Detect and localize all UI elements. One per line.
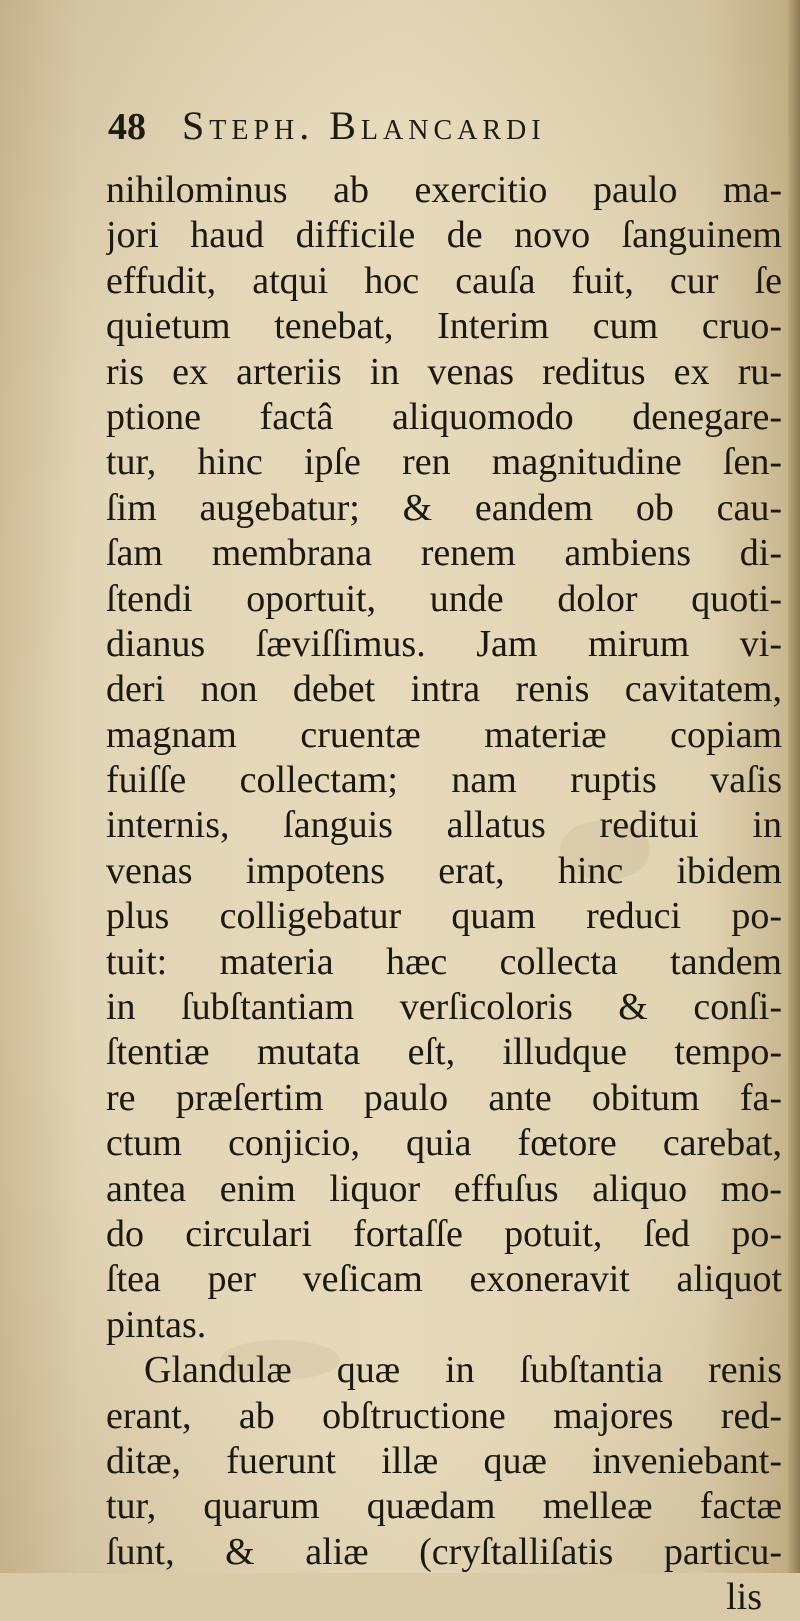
text-line: tur, quarum quædam melleæ factæ — [106, 1485, 782, 1528]
paragraph-start-line: Glandulæ quæ in ſubſtantia renis — [144, 1349, 782, 1392]
text-line: ſim augebatur; & eandem ob cau- — [106, 486, 782, 529]
text-line: internis, ſanguis allatus reditui in — [106, 804, 782, 847]
text-line: ditæ, fuerunt illæ quæ inveniebant- — [106, 1439, 782, 1482]
text-line: ris ex arteriis in venas reditus ex ru- — [106, 350, 782, 393]
text-line: ſunt, & aliæ (cryſtalliſatis particu- — [106, 1530, 782, 1573]
text-line: nihilominus ab exercitio paulo ma- — [106, 169, 782, 211]
page-number: 48 — [108, 106, 146, 148]
text-line: erant, ab obſtructione majores red- — [106, 1394, 782, 1437]
body-text — [106, 168, 782, 1621]
text-line: effudit, atqui hoc cauſa fuit, cur ſe — [106, 259, 782, 302]
catchword: lis — [726, 1576, 762, 1619]
running-head-title: Steph. Blancardi — [182, 103, 546, 148]
text-line: jori haud difficile de novo ſanguinem — [106, 214, 782, 257]
text-line: fuiſſe collectam; nam ruptis vaſis — [106, 759, 782, 802]
text-line: pintas. — [106, 1303, 207, 1346]
text-line: ſam membrana renem ambiens di- — [106, 532, 782, 575]
text-line: do circulari fortaſſe potuit, ſed po- — [106, 1212, 782, 1255]
text-line: tur, hinc ipſe ren magnitudine ſen- — [106, 441, 782, 484]
text-line: ptione factâ aliquomodo denegare- — [106, 395, 782, 438]
text-line: tuit: materia hæc collecta tandem — [106, 940, 782, 983]
text-line: ſtendi oportuit, unde dolor quoti- — [106, 577, 782, 620]
text-line: deri non debet intra renis cavitatem, — [106, 668, 782, 711]
text-line: ſtea per veſicam exoneravit aliquot — [106, 1258, 782, 1301]
text-line: magnam cruentæ materiæ copiam — [106, 713, 782, 756]
text-line: antea enim liquor effuſus aliquo mo- — [106, 1167, 782, 1210]
text-line: ſtentiæ mutata eſt, illudque tempo- — [106, 1031, 782, 1074]
page-edge — [788, 0, 800, 1573]
text-line: in ſubſtantiam verſicoloris & conſi- — [106, 986, 782, 1029]
text-line: plus colligebatur quam reduci po- — [106, 895, 782, 938]
text-line: ctum conjicio, quia fœtore carebat, — [106, 1122, 782, 1165]
text-line: venas impotens erat, hinc ibidem — [106, 849, 782, 892]
text-line: dianus ſæviſſimus. Jam mirum vi- — [106, 622, 782, 665]
text-line: re præſertim paulo ante obitum fa- — [106, 1076, 782, 1119]
text-line: quietum tenebat, Interim cum cruo- — [106, 305, 782, 348]
running-head — [108, 102, 768, 162]
